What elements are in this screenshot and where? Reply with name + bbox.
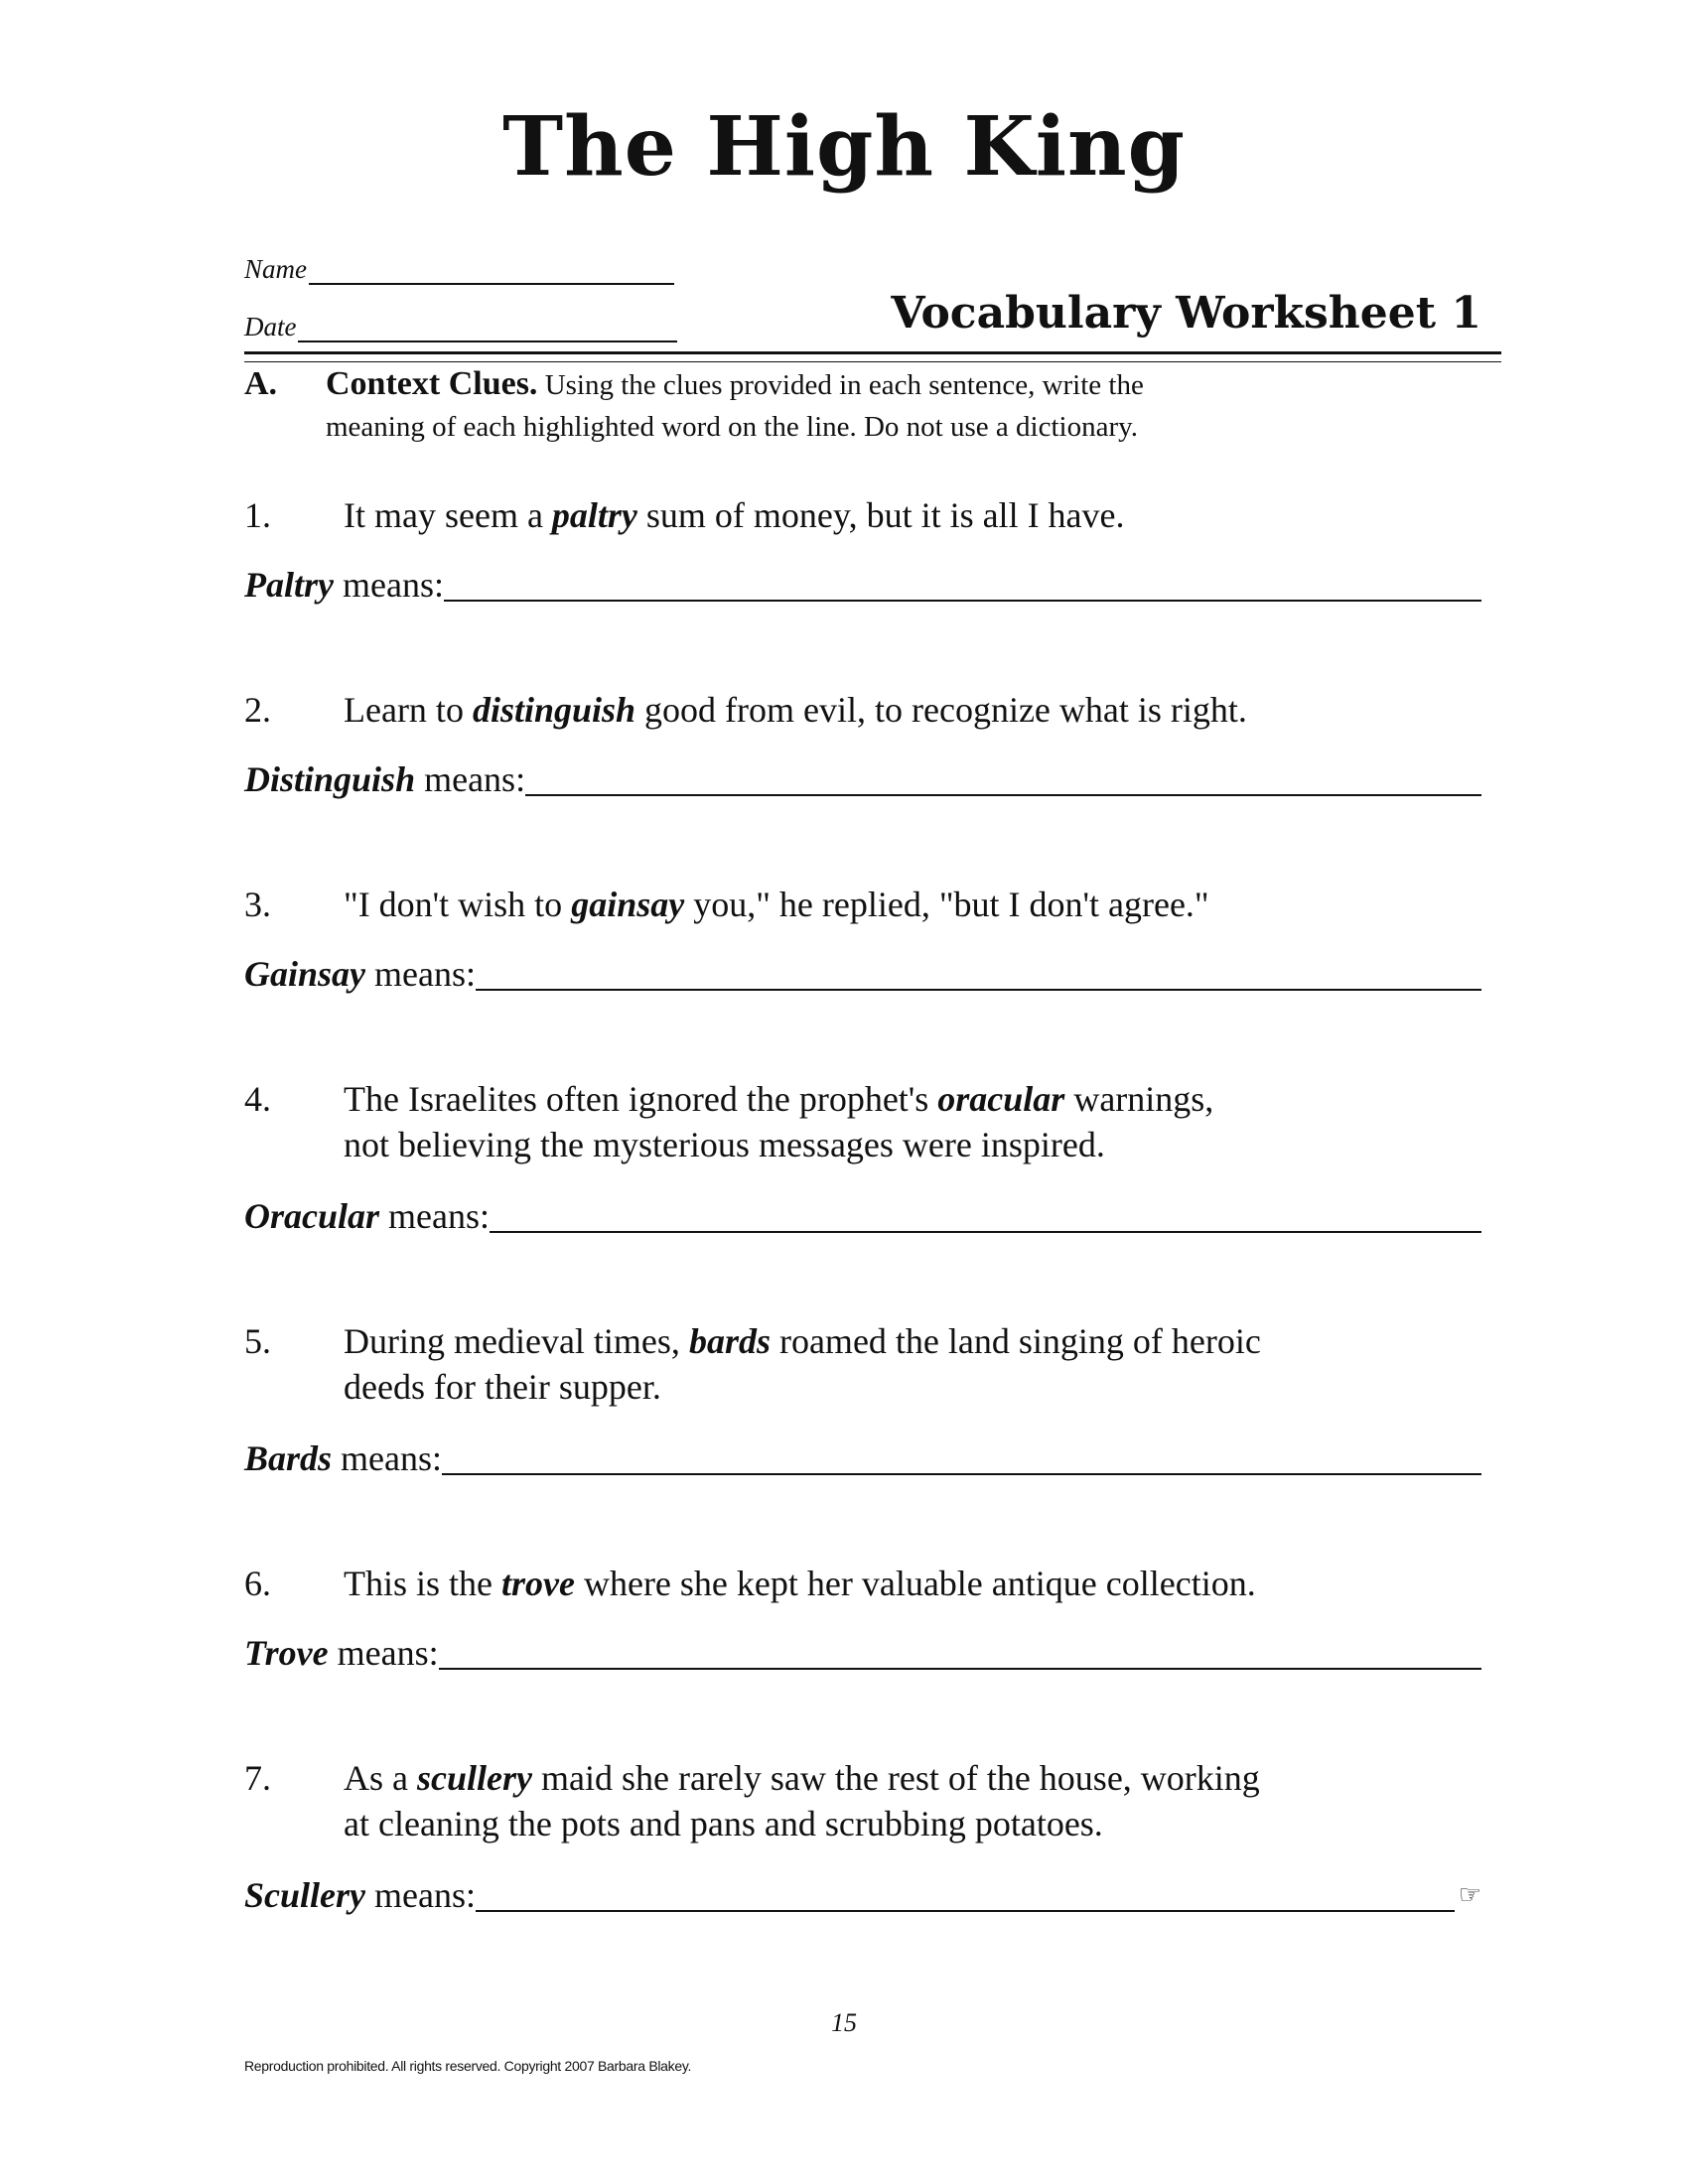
question-6 [244, 1561, 1515, 1606]
answer-label: means: [333, 565, 444, 605]
answer-label: means: [328, 1633, 439, 1673]
section-instructions-2: meaning of each highlighted word on the line. Do not use a dictionary. [326, 411, 1138, 443]
question-number: 3. [244, 885, 271, 924]
question-text: As a scullery maid she rarely saw the rest of the house, working [344, 1758, 1260, 1798]
answer-5[interactable] [244, 1437, 1481, 1479]
vocab-word: scullery [417, 1758, 532, 1798]
pointing-hand-icon: ☞ [1458, 1880, 1481, 1909]
question-number: 7. [244, 1758, 271, 1798]
vocab-word: paltry [551, 495, 637, 535]
page-title: The High King [502, 99, 1186, 195]
question-2 [244, 687, 1515, 733]
vocab-word: oracular [937, 1079, 1065, 1119]
question-text-line-2: not believing the mysterious messages were inspired. [344, 1125, 1105, 1164]
answer-3[interactable] [244, 953, 1481, 995]
answer-line[interactable] [439, 1634, 1481, 1670]
answer-word: Bards [244, 1438, 333, 1478]
answer-label: means: [332, 1438, 443, 1478]
answer-label: means: [415, 759, 526, 799]
copyright-footer: Reproduction prohibited. All rights reserved. Copyright 2007 Barbara Blakey. [244, 2058, 692, 2074]
worksheet-title: Vocabulary Worksheet 1 [891, 288, 1481, 339]
answer-line[interactable] [442, 1439, 1481, 1475]
answer-label: means: [365, 954, 476, 994]
question-text: Learn to distinguish good from evil, to recognize what is right. [344, 690, 1247, 730]
question-number: 1. [244, 495, 271, 535]
name-line[interactable] [309, 257, 674, 285]
answer-1[interactable] [244, 564, 1481, 606]
vocab-word: trove [501, 1564, 575, 1603]
question-1 [244, 492, 1515, 538]
vocab-word: distinguish [472, 690, 636, 730]
answer-line[interactable] [476, 1876, 1455, 1912]
answer-6[interactable] [244, 1632, 1481, 1674]
answer-word: Distinguish [244, 759, 416, 799]
answer-line[interactable] [476, 955, 1481, 991]
answer-line[interactable] [490, 1197, 1481, 1233]
answer-line[interactable] [525, 760, 1481, 796]
question-number: 6. [244, 1564, 271, 1603]
section-heading [244, 363, 1501, 448]
date-label: Date [244, 312, 297, 341]
answer-label: means: [365, 1875, 476, 1915]
answer-label: means: [379, 1196, 491, 1236]
question-text-line-2: at cleaning the pots and pans and scrubbing potatoes. [344, 1804, 1103, 1843]
question-text: "I don't wish to gainsay you," he replied, "but I don't agree." [344, 885, 1209, 924]
question-7 [244, 1755, 1515, 1846]
question-number: 2. [244, 690, 271, 730]
answer-word: Paltry [244, 565, 334, 605]
name-field[interactable] [244, 254, 674, 285]
question-3 [244, 882, 1515, 927]
answer-2[interactable] [244, 758, 1481, 800]
question-text: This is the trove where she kept her valuable antique collection. [344, 1564, 1256, 1603]
section-letter: A. [244, 365, 278, 402]
date-field[interactable] [244, 312, 677, 342]
date-line[interactable] [298, 315, 677, 342]
question-number: 5. [244, 1321, 271, 1361]
answer-word: Oracular [244, 1196, 380, 1236]
question-number: 4. [244, 1079, 271, 1119]
question-text: During medieval times, bards roamed the land singing of heroic [344, 1321, 1261, 1361]
name-label: Name [244, 254, 307, 284]
answer-7[interactable] [244, 1874, 1481, 1916]
answer-line[interactable] [444, 566, 1481, 602]
section-instructions-1: Using the clues provided in each sentence, write the [544, 369, 1144, 401]
question-text: It may seem a paltry sum of money, but it is all I have. [344, 495, 1125, 535]
answer-word: Gainsay [244, 954, 366, 994]
answer-4[interactable] [244, 1195, 1481, 1237]
vocab-word: gainsay [571, 885, 685, 924]
question-text-line-2: deeds for their supper. [344, 1367, 661, 1407]
section-title: Context Clues. [326, 365, 538, 402]
vocab-word: bards [688, 1321, 771, 1361]
answer-word: Trove [244, 1633, 329, 1673]
answer-word: Scullery [244, 1875, 365, 1915]
page-number: 15 [831, 2008, 857, 2037]
question-5 [244, 1318, 1515, 1410]
question-text: The Israelites often ignored the prophet's oracular warnings, [344, 1079, 1214, 1119]
header-rule [244, 351, 1501, 362]
question-4 [244, 1076, 1515, 1167]
